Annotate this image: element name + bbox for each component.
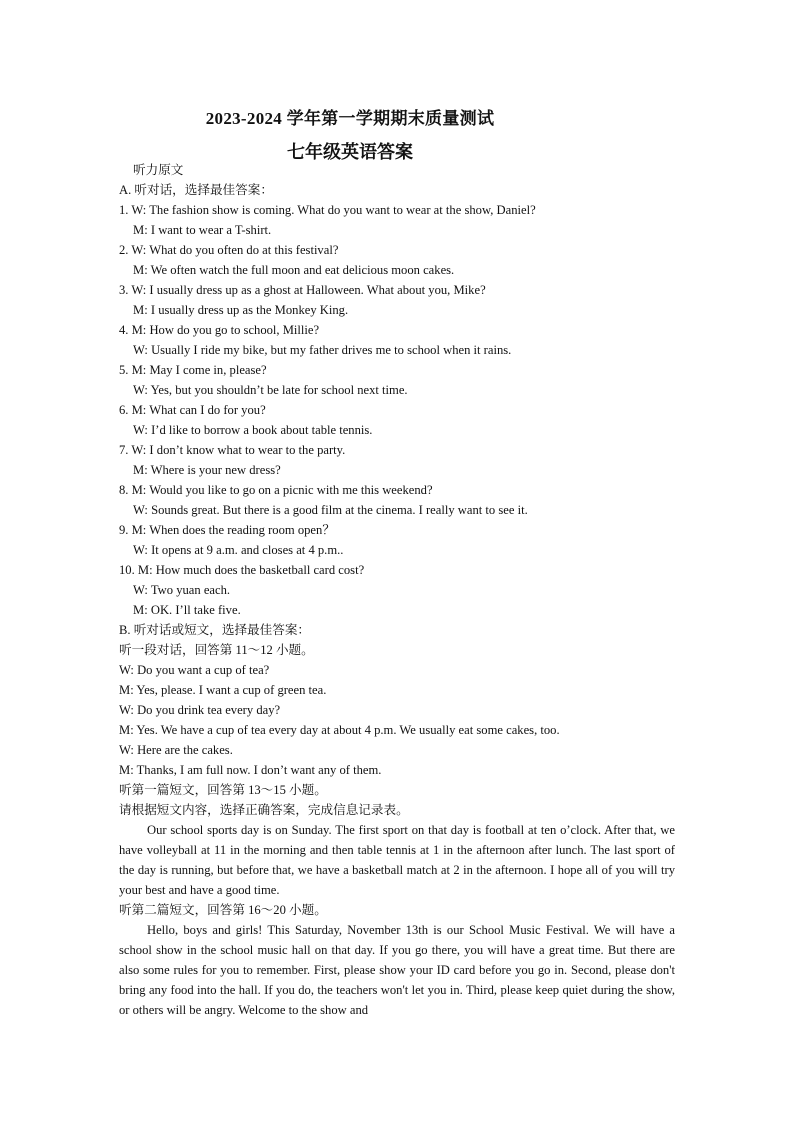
dialogue-line: M: Yes. We have a cup of tea every day at about 4 p.m. We usually eat some cakes, too.: [119, 723, 560, 737]
passage1-instruction: 请根据短文内容，选择正确答案，完成信息记录表。: [119, 803, 409, 817]
answer-line: W: I’d like to borrow a book about table tennis.: [133, 423, 373, 437]
passage1-text: Our school sports day is on Sunday. The first sport on that day is football at ten o’clock. After that, we have volleyball at 11 in the morning and then table tennis at 1 in the afternoon after lunch. The last sport of the day is running, but before that, we have a basketball match at 2 in the afternoon. I hope all of you will try your best and have a good time.: [119, 823, 675, 897]
question-line: 4. M: How do you go to school, Millie?: [119, 323, 320, 337]
question-line: 9. M: When does the reading room open？: [119, 523, 335, 537]
answer-line: W: Two yuan each.: [133, 583, 231, 597]
question-line: 6. M: What can I do for you?: [119, 403, 266, 417]
section-b-heading: B. 听对话或短文，选择最佳答案：: [119, 623, 311, 637]
question-line: 7. W: I don’t know what to wear to the party.: [119, 443, 346, 457]
answer-line: M: We often watch the full moon and eat delicious moon cakes.: [133, 263, 455, 277]
section-a-heading: A. 听对话，选择最佳答案：: [119, 183, 273, 197]
passage1-intro: 听第一篇短文，回答第 13～15 小题。: [119, 783, 327, 797]
question-line: 1. W: The fashion show is coming. What do you want to wear at the show, Daniel?: [119, 203, 536, 217]
document-body: [119, 160, 675, 1020]
exam-title: 2023-2024 学年第一学期期末质量测试: [205, 109, 495, 128]
dialogue-line: W: Here are the cakes.: [119, 743, 233, 757]
answer-line: W: Yes, but you shouldn’t be late for school next time.: [133, 383, 408, 397]
question-line: 3. W: I usually dress up as a ghost at Halloween. What about you, Mike?: [119, 283, 486, 297]
dialogue-line: W: Do you drink tea every day?: [119, 703, 281, 717]
listening-heading: 听力原文: [133, 163, 184, 177]
answer-line: M: OK. I’ll take five.: [133, 603, 241, 617]
passage2-text: Hello, boys and girls! This Saturday, November 13th is our School Music Festival. We will have a school show in the school music hall on that day. If you go there, you will have a great time. But there are also some rules for you to remember. First, please show your ID card before you go in. Second, please don't bring any food into the hall. If you do, the teachers won't let you in. Third, please keep quiet during the show, or others will be angry. Welcome to the show and: [119, 923, 675, 1017]
answer-line: M: Where is your new dress?: [133, 463, 281, 477]
dialogue-line: M: Yes, please. I want a cup of green tea.: [119, 683, 327, 697]
dialogue-line: W: Do you want a cup of tea?: [119, 663, 270, 677]
dialogue-line: M: Thanks, I am full now. I don’t want any of them.: [119, 763, 382, 777]
answer-line: M: I want to wear a T-shirt.: [133, 223, 272, 237]
answer-line: M: I usually dress up as the Monkey King.: [133, 303, 349, 317]
question-line: 2. W: What do you often do at this festival?: [119, 243, 339, 257]
passage2-intro: 听第二篇短文，回答第 16～20 小题。: [119, 903, 327, 917]
answer-line: W: Usually I ride my bike, but my father drives me to school when it rains.: [133, 343, 512, 357]
answer-line: W: Sounds great. But there is a good film at the cinema. I really want to see it.: [133, 503, 528, 517]
answer-subtitle: 七年级英语答案: [287, 142, 413, 162]
question-line: 8. M: Would you like to go on a picnic with me this weekend?: [119, 483, 433, 497]
answer-line: W: It opens at 9 a.m. and closes at 4 p.m..: [133, 543, 344, 557]
dialogue-intro: 听一段对话，回答第 11～12 小题。: [119, 643, 314, 657]
question-line: 10. M: How much does the basketball card cost?: [119, 563, 365, 577]
question-line: 5. M: May I come in, please?: [119, 363, 267, 377]
